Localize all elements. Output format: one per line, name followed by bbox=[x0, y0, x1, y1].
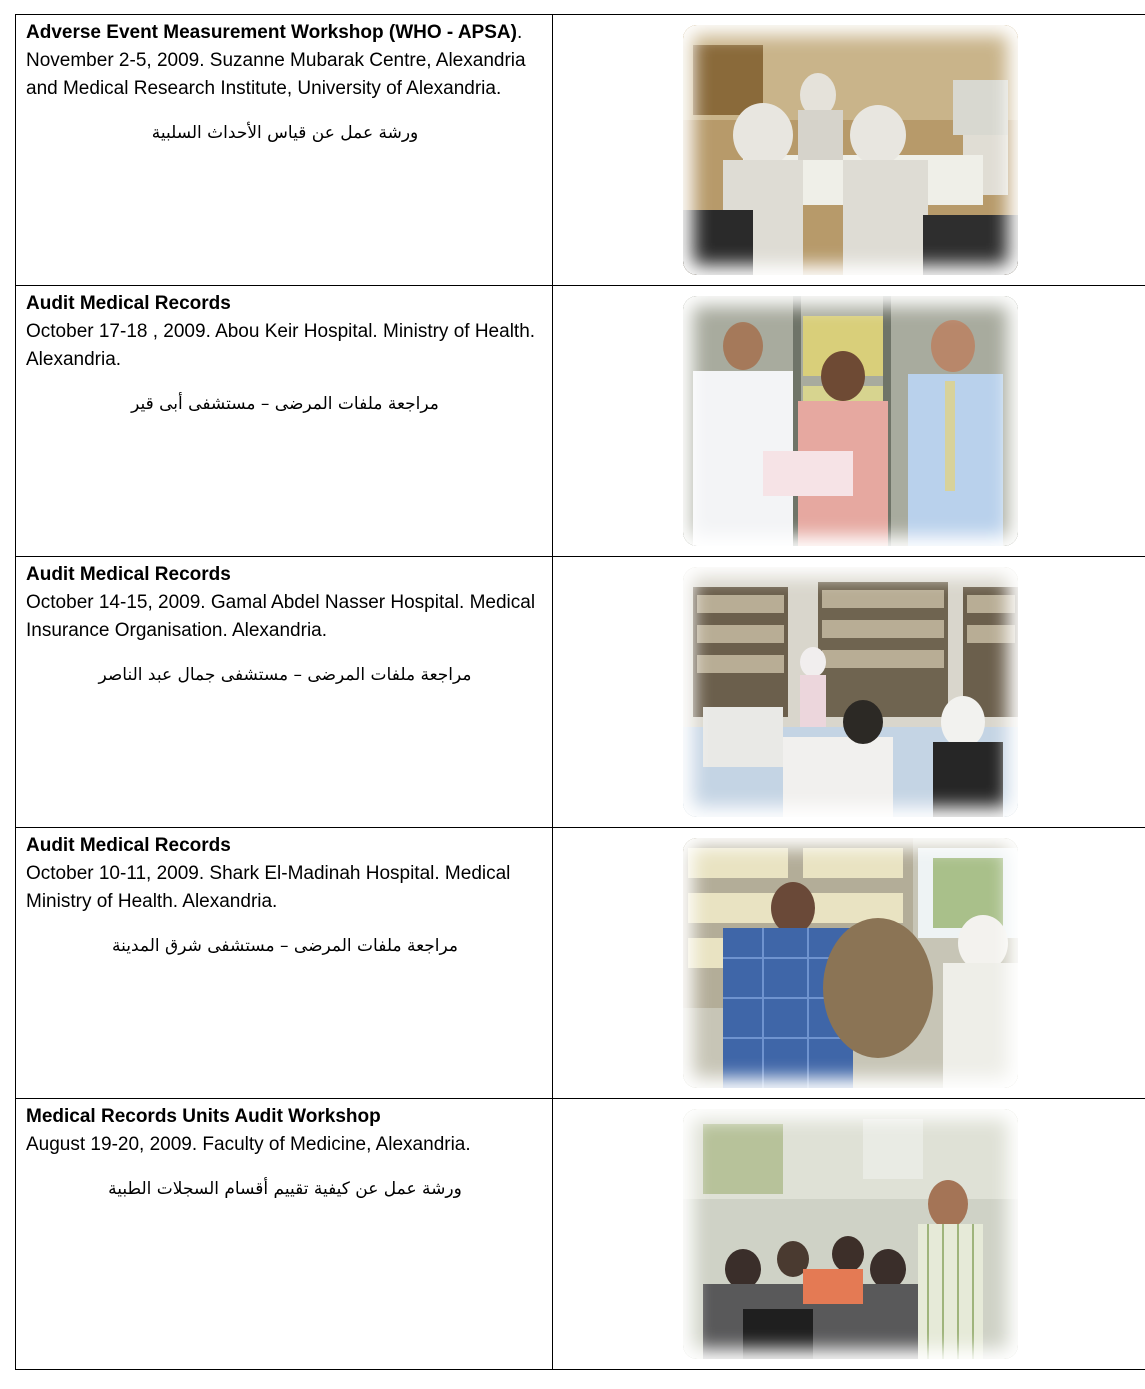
event-photo-cell bbox=[553, 1099, 1145, 1370]
event-title-suffix: . bbox=[516, 22, 523, 43]
event-details: October 10-11, 2009. Shark El-Madinah Hospital. Medical Ministry of Health. Alexandria. bbox=[26, 863, 511, 912]
event-title: Audit Medical Records bbox=[26, 293, 231, 314]
classroom-workshop-photo bbox=[683, 1109, 1018, 1359]
event-details: November 2-5, 2009. Suzanne Mubarak Centre, Alexandria and Medical Research Institute, University of Alexandria. bbox=[26, 50, 526, 99]
event-arabic-title: مراجعة ملفات المرضى – مستشفى جمال عبد الناصر bbox=[98, 665, 472, 685]
event-text-cell bbox=[16, 1099, 553, 1370]
event-text-cell bbox=[16, 828, 553, 1099]
event-photo-cell bbox=[553, 557, 1145, 828]
event-arabic-title: مراجعة ملفات المرضى – مستشفى شرق المدينة bbox=[112, 936, 458, 956]
event-title: Audit Medical Records bbox=[26, 835, 231, 856]
event-arabic-title: مراجعة ملفات المرضى – مستشفى أبى قير bbox=[131, 394, 439, 414]
event-details: August 19-20, 2009. Faculty of Medicine, Alexandria. bbox=[26, 1134, 471, 1155]
event-row bbox=[16, 828, 1145, 1099]
records-shelves-photo bbox=[683, 838, 1018, 1088]
event-text-cell bbox=[16, 286, 553, 557]
event-title bbox=[26, 19, 544, 47]
event-row bbox=[16, 557, 1145, 828]
event-arabic-title: ورشة عمل عن قياس الأحداث السلبية bbox=[151, 123, 419, 143]
records-room-photo bbox=[683, 567, 1018, 817]
event-arabic-title: ورشة عمل عن كيفية تقييم أقسام السجلات الطبية bbox=[108, 1179, 462, 1199]
event-row bbox=[16, 1099, 1145, 1370]
event-row bbox=[16, 15, 1145, 286]
event-title: Medical Records Units Audit Workshop bbox=[26, 1106, 381, 1127]
events-table bbox=[15, 14, 1145, 1370]
event-row bbox=[16, 286, 1145, 557]
event-text-cell bbox=[16, 15, 553, 286]
event-text-cell bbox=[16, 557, 553, 828]
event-details: October 17-18 , 2009. Abou Keir Hospital. Ministry of Health. Alexandria. bbox=[26, 321, 536, 370]
event-photo-cell bbox=[553, 828, 1145, 1099]
event-title-text: Adverse Event Measurement Workshop (WHO - APSA) bbox=[26, 22, 517, 43]
event-title: Audit Medical Records bbox=[26, 564, 231, 585]
event-photo-cell bbox=[553, 15, 1145, 286]
records-review-photo bbox=[683, 296, 1018, 546]
event-photo-cell bbox=[553, 286, 1145, 557]
workshop-meeting-photo bbox=[683, 25, 1018, 275]
event-details: October 14-15, 2009. Gamal Abdel Nasser Hospital. Medical Insurance Organisation. Alexandria. bbox=[26, 592, 536, 641]
